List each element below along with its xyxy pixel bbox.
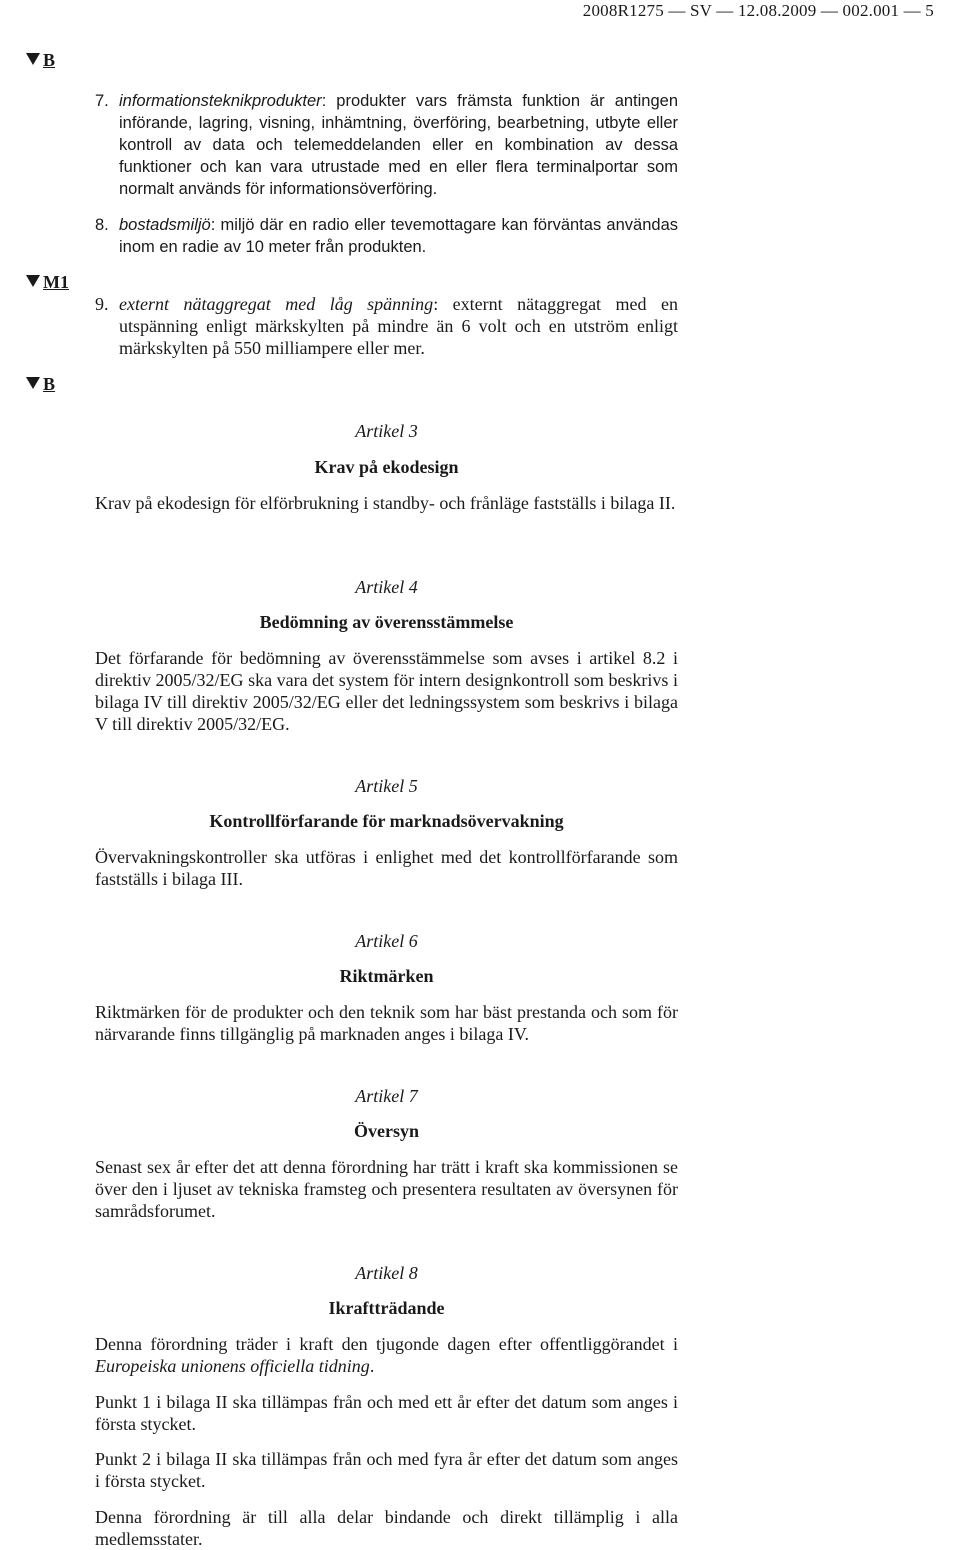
paragraph: Senast sex år efter det att denna förordning har trätt i kraft ska kommissionen se över den i ljuset av tekniska framsteg och presentera resultaten av översynen för samrådsforumet. xyxy=(95,1157,678,1221)
article-3-title: Krav på ekodesign xyxy=(314,457,459,477)
paragraph: Punkt 1 i bilaga II ska tillämpas från och med ett år efter det datum som anges i första stycket. xyxy=(95,1392,678,1434)
article-8-body-p2 xyxy=(95,1391,678,1435)
marker-label: M1 xyxy=(43,272,69,292)
definition-item-9 xyxy=(95,293,678,359)
item-number: 9. xyxy=(95,294,109,314)
article-4-title: Bedömning av överensstämmelse xyxy=(259,612,514,632)
item-text: : externt nätaggregat med en utspänning enligt märkskylten på mindre än 6 volt och en utström enligt märkskylten på 550 milliampere eller mer. xyxy=(119,294,678,358)
article-4-number: Artikel 4 xyxy=(355,577,418,597)
article-6-number: Artikel 6 xyxy=(355,931,418,951)
article-8-body-p4 xyxy=(95,1506,678,1550)
article-3-body xyxy=(95,492,678,514)
triangle-down-icon xyxy=(26,53,40,65)
article-4-body xyxy=(95,647,678,735)
marker-label: B xyxy=(43,374,56,394)
triangle-down-icon xyxy=(26,275,40,287)
item-text: : produkter vars främsta funktion är antingen införande, lagring, visning, inhämtning, överföring, bearbetning, utbyte eller kontroll av data och telemeddelanden eller en kombination av dessa funktioner och kan vara utrustade med en eller flera terminalportar som normalt används för informationsöverföring. xyxy=(119,92,678,198)
marker-b-top[interactable] xyxy=(26,50,55,71)
item-number: 7. xyxy=(95,92,109,110)
article-8-number: Artikel 8 xyxy=(355,1263,418,1283)
running-header: 2008R1275 — SV — 12.08.2009 — 002.001 — 5 xyxy=(582,1,934,20)
paragraph: Riktmärken för de produkter och den teknik som har bäst prestanda och som för närvarande finns tillgänglig på marknaden anges i bilaga IV. xyxy=(95,1002,678,1044)
article-5-number: Artikel 5 xyxy=(355,776,418,796)
article-8-title: Ikraftträdande xyxy=(328,1298,445,1318)
article-6-body xyxy=(95,1001,678,1045)
marker-b-mid[interactable] xyxy=(26,374,55,395)
item-number: 8. xyxy=(95,216,109,234)
article-7-title: Översyn xyxy=(354,1121,419,1141)
journal-name: Europeiska unionens officiella tidning xyxy=(95,1356,370,1376)
paragraph: Krav på ekodesign för elförbrukning i standby- och frånläge fastställs i bilaga II. xyxy=(95,493,676,513)
definition-item-7 xyxy=(95,90,678,200)
article-8-body-p3 xyxy=(95,1448,678,1492)
marker-m1[interactable] xyxy=(26,272,69,293)
article-8-body xyxy=(95,1333,678,1377)
paragraph: Denna förordning är till alla delar bindande och direkt tillämplig i alla medlemsstater. xyxy=(95,1507,678,1549)
definition-item-8 xyxy=(95,214,678,258)
article-5-title: Kontrollförfarande för marknadsövervakning xyxy=(209,811,564,831)
triangle-down-icon xyxy=(26,377,40,389)
paragraph-text: . xyxy=(369,1356,375,1376)
paragraph: Punkt 2 i bilaga II ska tillämpas från och med fyra år efter det datum som anges i första stycket. xyxy=(95,1449,678,1491)
paragraph: Det förfarande för bedömning av överensstämmelse som avses i artikel 8.2 i direktiv 2005/32/EG ska vara det system för intern designkontroll som beskrivs i bilaga IV till direktiv 2005/32/EG eller det ledningssystem som beskrivs i bilaga V till direktiv 2005/32/EG. xyxy=(95,648,678,734)
item-term: externt nätaggregat med låg spänning xyxy=(119,294,434,314)
item-term: informationsteknikprodukter xyxy=(119,92,322,110)
article-7-body xyxy=(95,1156,678,1222)
paragraph-text: Denna förordning träder i kraft den tjugonde dagen efter offentliggörandet i xyxy=(95,1334,678,1354)
article-7-number: Artikel 7 xyxy=(355,1086,418,1106)
item-text: : miljö där en radio eller tevemottagare kan förväntas användas inom en radie av 10 meter från produkten. xyxy=(119,216,678,256)
paragraph: Övervakningskontroller ska utföras i enlighet med det kontrollförfarande som fastställs i bilaga III. xyxy=(95,847,678,889)
article-3-number: Artikel 3 xyxy=(355,421,418,441)
paragraph xyxy=(95,1333,678,1377)
article-6-title: Riktmärken xyxy=(339,966,434,986)
item-term: bostadsmiljö xyxy=(119,216,211,234)
marker-label: B xyxy=(43,50,56,70)
article-5-body xyxy=(95,846,678,890)
